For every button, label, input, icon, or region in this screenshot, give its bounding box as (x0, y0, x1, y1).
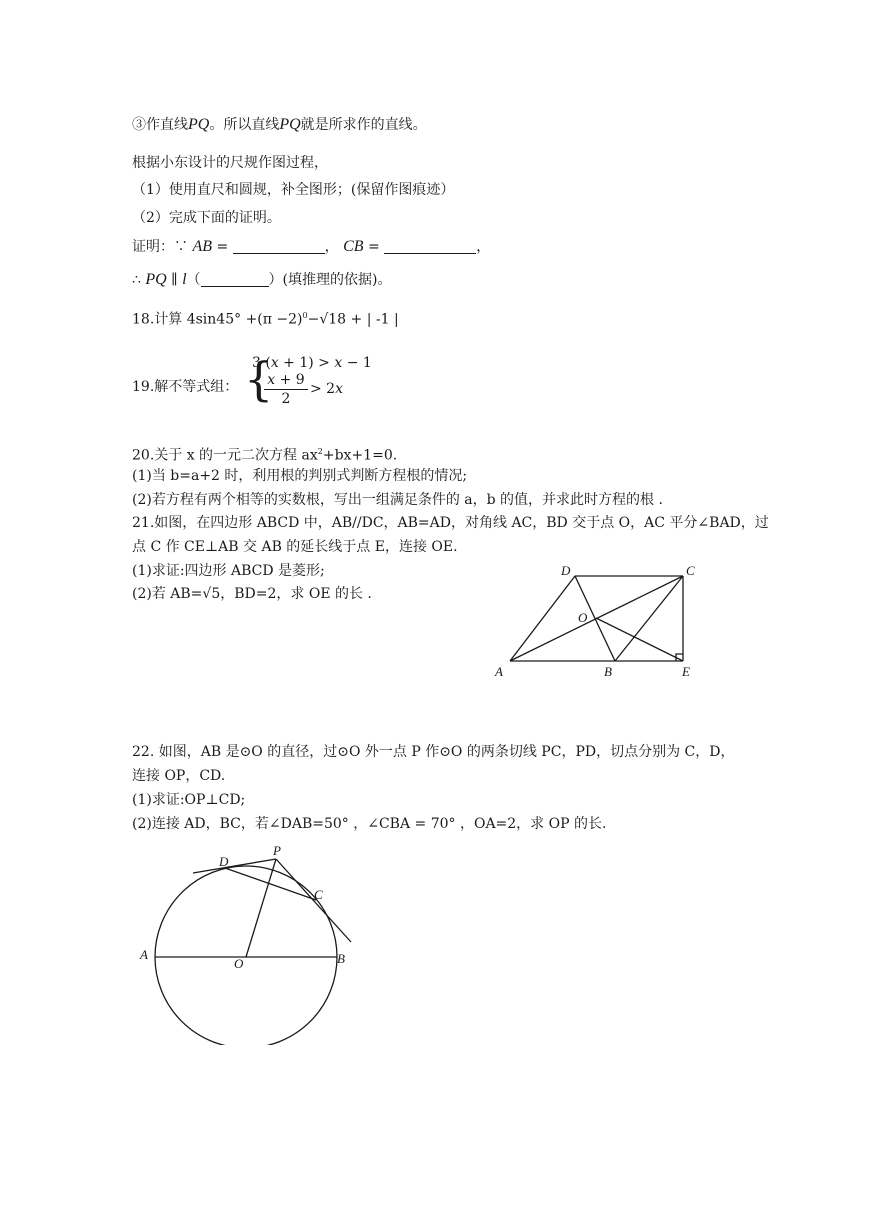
question-22-line-2: 连接 OP，CD. (132, 768, 226, 784)
question-22-part-2: (2)连接 AD，BC，若∠DAB=50° ，∠CBA = 70° ，OA=2，求 OP 的长. (132, 816, 607, 832)
proof-line-1: 证明：∵ AB = ， CB = ， (132, 238, 491, 255)
task-2: （2）完成下面的证明。 (132, 210, 281, 226)
question-21-line-2: 点 C 作 CE⊥AB 交 AB 的延长线于点 E，连接 OE. (132, 539, 458, 555)
point-c-label: C (686, 563, 695, 578)
segment-bc (615, 576, 683, 661)
question-19-label: 19.解不等式组： (132, 379, 239, 395)
construction-intro: 根据小东设计的尺规作图过程， (132, 155, 328, 171)
inequality-1: 3 (𝑥 + 1) > 𝑥 − 1 (252, 355, 372, 371)
inequality-2-fraction: 𝑥 + 9 2 (264, 371, 308, 408)
chord-cd (225, 868, 316, 900)
question-20-part-2: (2)若方程有两个相等的实数根，写出一组满足条件的 a，b 的值，并求此时方程的根 . (132, 492, 663, 508)
question-22-line-1: 22. 如图，AB 是⊙O 的直径，过⊙O 外一点 P 作⊙O 的两条切线 PC，PD，切点分别为 C，D， (132, 744, 735, 760)
answer-blank-cb[interactable] (384, 253, 476, 254)
segment-op (246, 859, 276, 957)
point-p-label: P (273, 843, 281, 858)
question-21-part-1: (1)求证:四边形 ABCD 是菱形; (132, 563, 325, 579)
point-e-label: E (682, 664, 690, 679)
question-21-line-1: 21.如图，在四边形 ABCD 中，AB//DC，AB=AD，对角线 AC，BD 交于点 O，AC 平分∠BAD，过 (132, 515, 769, 531)
system-brace: { (244, 352, 274, 406)
answer-blank-ab[interactable] (233, 253, 325, 254)
proof-line-2: ∴ PQ ∥ l（ ）(填推理的依据)。 (132, 271, 392, 288)
point-b-label: B (337, 951, 345, 966)
pq-label: PQ (188, 116, 210, 133)
question-18: 18.计算 $4\sin 45^\circ +(\pi -2)^0-√18$ + | -1 | (132, 311, 399, 328)
point-c-label: C (314, 887, 323, 902)
answer-blank-reason[interactable] (201, 286, 269, 287)
task-1: （1）使用直尺和圆规，补全图形；(保留作图痕迹） (132, 182, 455, 198)
construction-step-3: ③作直线PQ。所以直线PQ就是所求作的直线。 (132, 116, 427, 133)
point-d-label: D (561, 563, 571, 578)
question-22-part-1: (1)求证:OP⊥CD; (132, 792, 246, 808)
segment-ad (510, 576, 575, 661)
pq-label: PQ (279, 116, 301, 133)
inequality-2-rhs: > 2𝑥 (310, 381, 343, 397)
segment-oe (596, 618, 683, 661)
question-20: 20.关于 x 的一元二次方程 $ax^2+bx+1=0$. (132, 447, 398, 464)
rhombus-figure (490, 560, 700, 685)
point-a-label: A (495, 664, 503, 679)
point-o-label: O (578, 610, 588, 625)
question-20-part-1: (1)当 b=a+2 时，利用根的判别式判断方程根的情况; (132, 468, 468, 484)
point-o-label: O (234, 956, 244, 971)
circle-tangent-figure (130, 835, 360, 1045)
point-d-label: D (219, 854, 229, 869)
point-a-label: A (140, 947, 148, 962)
question-21-part-2: (2)若 AB=√5，BD=2，求 OE 的长 . (132, 586, 372, 602)
sqrt-18: √18 (319, 311, 347, 328)
point-b-label: B (604, 664, 612, 679)
